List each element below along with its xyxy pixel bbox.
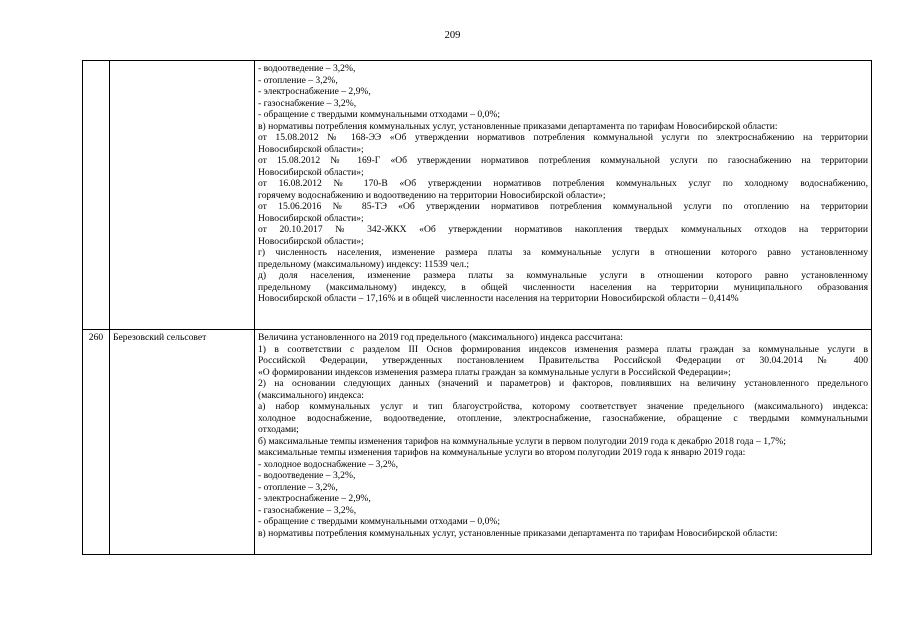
text-line: от 15.06.2016 № 85-ТЭ «Об утверждении нормативов потребления коммунальной услуги по отоплению на территории [258,201,868,212]
text-line: Российской Федерации, утвержденных постановлением Правительства Российской Федерации от 30.04.2014 № 400 [258,355,868,366]
text-line: - электроснабжение – 2,9%, [258,493,371,504]
text-line: - отопление – 3,2%, [258,481,338,493]
text-line: от 16.08.2012 № 170-В «Об утверждении нормативов потребления коммунальных услуг по холодному водоснабжению, [258,178,868,189]
text-line: от 15.08.2012 № 169-Г «Об утверждении нормативов потребления коммунальной услуги по газоснабжению на территории [258,155,868,166]
text-line: б) максимальные темпы изменения тарифов на коммунальные услуги в первом полугодии 2019 года к декабрю 2018 года – 1,7%; [258,435,786,447]
page-number: 209 [444,30,461,41]
document-table [82,60,872,555]
row-number-cell: 260 [83,330,110,555]
text-line: «О формировании индексов изменения размера платы граждан за коммунальные услуги в Российской Федерации»; [258,366,731,378]
municipality-name-cell [110,61,255,330]
description-cell [255,61,872,330]
text-line: д) доля населения, изменение размера платы за коммунальные услуги в отношении которого равно установленному [258,270,868,281]
table-row [83,330,872,555]
text-line: предельному (максимальному) индексу: 11539 чел.; [258,258,470,270]
text-line: г) численность населения, изменение размера платы за коммунальные услуги в отношении которого равно установленному [258,247,868,258]
municipality-name-cell: Березовский сельсовет [110,330,255,555]
text-line: - водоотведение – 3,2%, [258,63,356,74]
text-line: максимальные темпы изменения тарифов на коммунальные услуги во втором полугодии 2019 года к январю 2019 года: [258,447,746,458]
text-line: 1) в соответствии с разделом III Основ формирования индексов изменения размера платы граждан за коммунальные услуги в [258,343,868,355]
text-line: горячему водоснабжению и водоотведению на территории Новосибирской области»; [258,189,606,201]
text-line: Новосибирской области»; [258,143,364,155]
text-line: - холодное водоснабжение – 3,2%, [258,458,399,470]
text-line: а) набор коммунальных услуг и тип благоустройства, которому соответствует значение предельного (максимального) индекса: [258,401,868,412]
text-line: (максимального) индекса: [258,389,364,401]
text-line: - газоснабжение – 3,2%, [258,97,357,109]
text-line: холодное водоснабжение, водоотведение, отопление, электроснабжение, газоснабжение, обращение с твердыми коммунальными [258,412,868,424]
text-line: Новосибирской области»; [258,166,364,178]
text-line: - электроснабжение – 2,9%, [258,86,371,97]
text-line: - обращение с твердыми коммунальными отходами – 0,0%; [258,109,501,120]
text-line: от 20.10.2017 № 342-ЖКХ «Об утверждении нормативов накопления твердых коммунальных отходов на территории [258,224,868,235]
text-line: - водоотведение – 3,2%, [258,470,356,481]
text-line: 2) на основании следующих данных (значений и параметров) и факторов, повлиявших на величину установленного предельного [258,378,868,389]
text-line: от 15.08.2012 № 168-ЭЭ «Об утверждении нормативов потребления коммунальной услуги по электроснабжению на территории [258,132,868,143]
text-line: в) нормативы потребления коммунальных услуг, установленные приказами департамента по тарифам Новосибирской области: [258,527,778,539]
table-row [83,61,872,330]
text-line: отходами; [258,424,299,435]
text-line: Величина установленного на 2019 год предельного (максимального) индекса рассчитана: [258,332,623,343]
text-line: Новосибирской области»; [258,212,364,224]
text-line: - обращение с твердыми коммунальными отходами – 0,0%; [258,516,501,527]
text-line: предельному (максимальному) индексу, в общей численности населения на территории муниципального образования [258,281,868,293]
text-line: Новосибирской области – 17,16% и в общей численности населения на территории Новосибирской области – 0,414% [258,293,739,304]
text-line: - отопление – 3,2%, [258,74,338,86]
text-line: в) нормативы потребления коммунальных услуг, установленные приказами департамента по тарифам Новосибирской области: [258,120,778,132]
text-line: Новосибирской области»; [258,235,364,247]
description-cell [255,330,872,555]
row-number-cell [83,61,110,330]
text-line: - газоснабжение – 3,2%, [258,504,357,516]
